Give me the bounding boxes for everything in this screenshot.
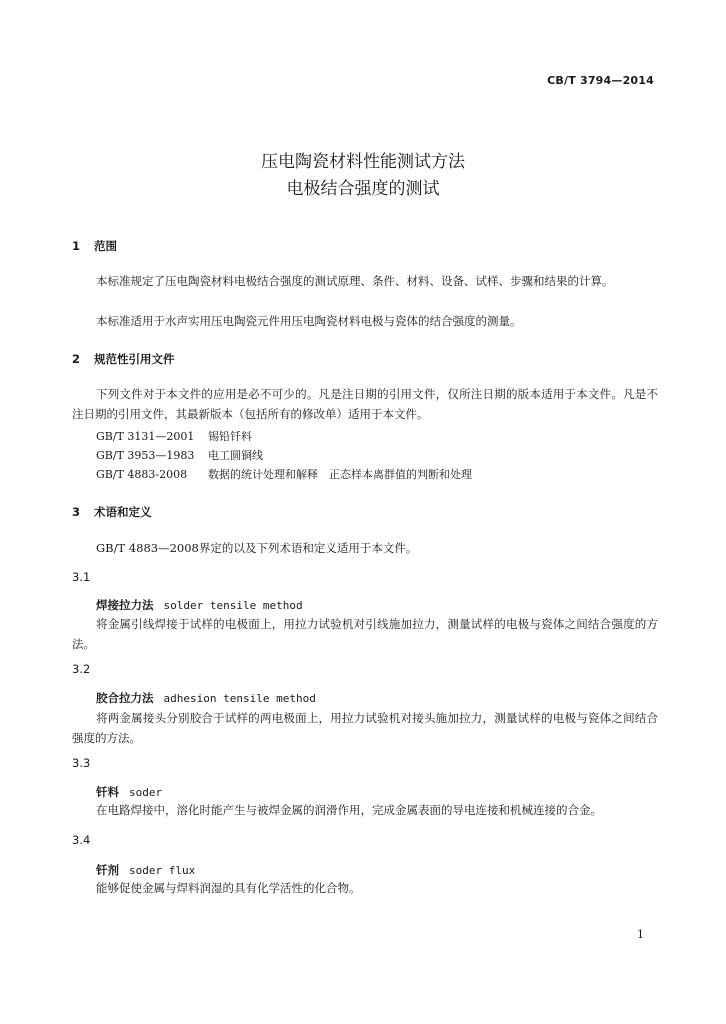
term-definition: 在电路焊接中，溶化时能产生与被焊金属的润滑作用，完成金属表面的导电连接和机械连接的合金。 bbox=[96, 803, 602, 817]
standard-code: CB/T 3794—2014 bbox=[547, 74, 654, 87]
section-number: 1 bbox=[72, 239, 81, 253]
reference-code: GB/T 4883-2008 bbox=[96, 468, 188, 481]
term-heading bbox=[96, 690, 316, 706]
section-title: 术语和定义 bbox=[94, 505, 152, 519]
term-heading bbox=[96, 784, 162, 800]
section-3-heading bbox=[72, 504, 152, 520]
term-definition: 将两金属接头分别胶合于试样的两电极面上，用拉力试验机对接头施加拉力，测量试样的电极与瓷体之间结合强度的方法。 bbox=[72, 711, 658, 745]
term-chinese: 胶合拉力法 bbox=[96, 691, 154, 705]
title-line-1: 压电陶瓷材料性能测试方法 bbox=[261, 152, 465, 172]
term-english: solder tensile method bbox=[163, 599, 303, 612]
reference-title: 锡铅钎料 bbox=[208, 430, 252, 443]
term-number: 3.4 bbox=[72, 833, 91, 847]
section-1-paragraph-2: 本标准适用于水声实用压电陶瓷元件用压电陶瓷材料电极与瓷体的结合强度的测量。 bbox=[96, 314, 522, 328]
title-line-2: 电极结合强度的测试 bbox=[286, 179, 440, 199]
term-chinese: 钎剂 bbox=[96, 863, 119, 877]
section-title: 范围 bbox=[94, 239, 117, 253]
term-english: soder bbox=[129, 786, 163, 799]
section-number: 3 bbox=[72, 505, 81, 519]
section-1-paragraph-1: 本标准规定了压电陶瓷材料电极结合强度的测试原理、条件、材料、设备、试样、步骤和结果的计算。 bbox=[96, 274, 614, 288]
term-number: 3.2 bbox=[72, 662, 91, 676]
section-2-paragraph-1: 下列文件对于本文件的应用是必不可少的。凡是注日期的引用文件，仅所注日期的版本适用于本文件。凡是不注日期的引用文件，其最新版本（包括所有的修改单）适用于本文件。 bbox=[72, 387, 658, 421]
reference-title: 电工圆铜线 bbox=[208, 449, 263, 462]
term-heading bbox=[96, 597, 303, 613]
reference-title: 数据的统计处理和解释 正态样本离群值的判断和处理 bbox=[208, 468, 472, 481]
section-number: 2 bbox=[72, 352, 81, 366]
term-english: adhesion tensile method bbox=[163, 692, 316, 705]
term-heading bbox=[96, 862, 195, 878]
section-1-heading bbox=[72, 238, 117, 254]
term-definition: 将金属引线焊接于试样的电极面上，用拉力试验机对引线施加拉力，测量试样的电极与瓷体之间结合强度的方法。 bbox=[72, 617, 658, 651]
reference-code: GB/T 3953—1983 bbox=[96, 449, 195, 462]
reference-code: GB/T 3131—2001 bbox=[96, 430, 195, 443]
section-3-paragraph-1: GB/T 4883—2008界定的以及下列术语和定义适用于本文件。 bbox=[96, 541, 418, 555]
term-chinese: 焊接拉力法 bbox=[96, 598, 154, 612]
term-number: 3.3 bbox=[72, 756, 91, 770]
section-2-heading bbox=[72, 351, 175, 367]
page-number: 1 bbox=[637, 928, 644, 941]
reference-item bbox=[96, 447, 263, 463]
term-chinese: 钎料 bbox=[96, 785, 119, 799]
reference-item bbox=[96, 466, 472, 482]
term-number: 3.1 bbox=[72, 570, 91, 584]
term-definition: 能够促使金属与焊料润湿的具有化学活性的化合物。 bbox=[96, 881, 361, 895]
section-title: 规范性引用文件 bbox=[94, 352, 175, 366]
reference-item bbox=[96, 428, 252, 444]
term-english: soder flux bbox=[129, 864, 196, 877]
